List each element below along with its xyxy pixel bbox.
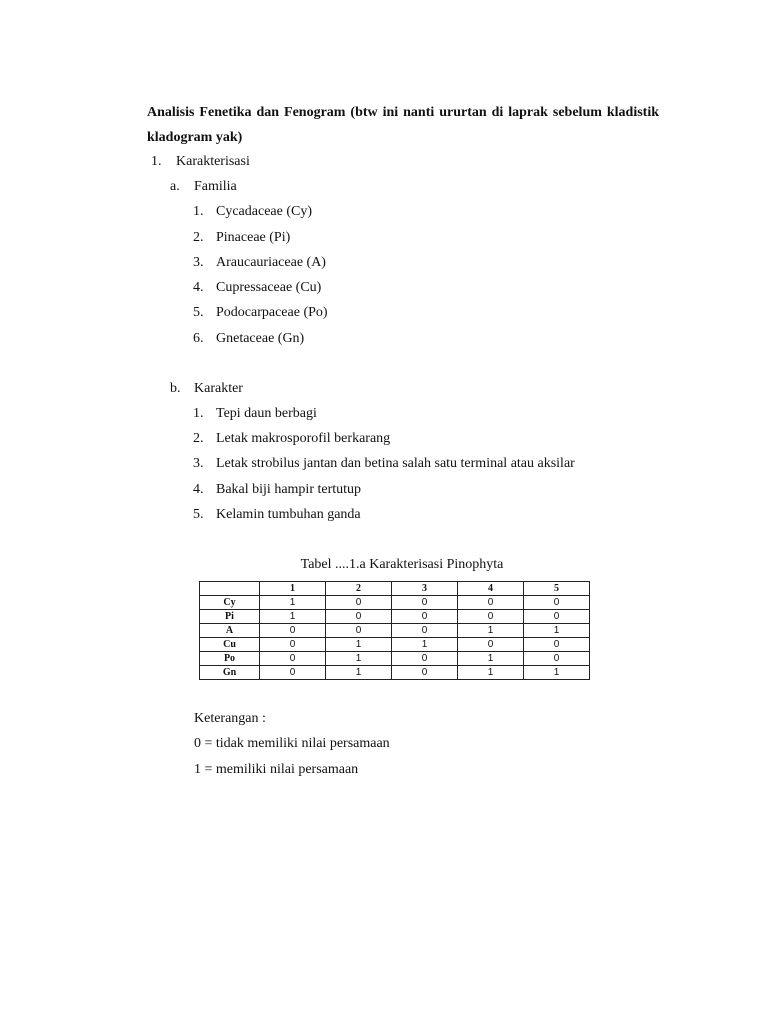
sub-b-letter: b.: [170, 381, 181, 396]
table-column-header: 1: [260, 582, 326, 596]
table-cell: 1: [260, 596, 326, 610]
table-cell: 1: [458, 666, 524, 680]
table-row-header: Gn: [200, 666, 260, 680]
karakter-item-text: Letak makrosporofil berkarang: [216, 431, 391, 446]
characterization-table: [199, 581, 590, 680]
familia-item-number: 2.: [193, 230, 204, 245]
familia-item-text: Gnetaceae (Gn): [216, 331, 305, 346]
karakter-item-number: 1.: [193, 406, 204, 421]
familia-item-text: Podocarpaceae (Po): [216, 305, 328, 320]
table-cell: 0: [392, 624, 458, 638]
karakter-item-number: 3.: [193, 456, 204, 471]
table-row: [200, 624, 590, 638]
table-column-header: 5: [524, 582, 590, 596]
karakter-item-text: Letak strobilus jantan dan betina salah satu terminal atau aksilar: [216, 456, 575, 471]
table-cell: 1: [524, 666, 590, 680]
table-header-row: [200, 582, 590, 596]
section-number: 1.: [151, 154, 162, 169]
table-cell: 1: [524, 624, 590, 638]
karakter-item-text: Bakal biji hampir tertutup: [216, 482, 362, 497]
table-row: [200, 610, 590, 624]
table-cell: 0: [392, 666, 458, 680]
familia-item-number: 6.: [193, 331, 204, 346]
familia-item-text: Cycadaceae (Cy): [216, 204, 312, 219]
sub-a-title: Familia: [194, 179, 237, 194]
table-cell: 1: [260, 610, 326, 624]
karakter-item-number: 4.: [193, 482, 204, 497]
karakter-item-text: Kelamin tumbuhan ganda: [216, 507, 361, 522]
legend-line-one: 1 = memiliki nilai persamaan: [194, 762, 359, 777]
table-cell: 0: [458, 638, 524, 652]
table-cell: 0: [326, 596, 392, 610]
table-row: [200, 652, 590, 666]
familia-item-number: 3.: [193, 255, 204, 270]
table-column-header: 4: [458, 582, 524, 596]
table-corner-cell: [200, 582, 260, 596]
legend-line-zero: 0 = tidak memiliki nilai persamaan: [194, 736, 390, 751]
table-cell: 0: [524, 610, 590, 624]
legend-title: Keterangan :: [194, 711, 266, 726]
table-row: [200, 666, 590, 680]
sub-b-title: Karakter: [194, 381, 243, 396]
page-heading: Analisis Fenetika dan Fenogram (btw ini nanti ururtan di laprak sebelum kladistik kladogram yak): [147, 105, 659, 145]
table-cell: 1: [392, 638, 458, 652]
table-row-header: Pi: [200, 610, 260, 624]
familia-item-text: Araucauriaceae (A): [216, 255, 326, 270]
table-cell: 1: [326, 638, 392, 652]
table-row: [200, 596, 590, 610]
table-cell: 0: [260, 624, 326, 638]
table-column-header: 3: [392, 582, 458, 596]
karakter-item-number: 5.: [193, 507, 204, 522]
sub-a-letter: a.: [170, 179, 180, 194]
table-cell: 0: [260, 638, 326, 652]
table-row-header: Po: [200, 652, 260, 666]
table-cell: 0: [458, 610, 524, 624]
familia-item-number: 1.: [193, 204, 204, 219]
table-row-header: A: [200, 624, 260, 638]
table-cell: 0: [524, 652, 590, 666]
table-cell: 1: [326, 666, 392, 680]
familia-item-number: 5.: [193, 305, 204, 320]
familia-item-text: Pinaceae (Pi): [216, 230, 291, 245]
table-cell: 0: [524, 638, 590, 652]
table-cell: 0: [392, 596, 458, 610]
karakter-item-text: Tepi daun berbagi: [216, 406, 317, 421]
table-cell: 1: [326, 652, 392, 666]
familia-item-number: 4.: [193, 280, 204, 295]
table-column-header: 2: [326, 582, 392, 596]
table-row-header: Cu: [200, 638, 260, 652]
table-caption: Tabel ....1.a Karakterisasi Pinophyta: [300, 557, 504, 572]
table-cell: 0: [326, 610, 392, 624]
section-title: Karakterisasi: [176, 154, 250, 169]
table-cell: 0: [524, 596, 590, 610]
table-cell: 0: [392, 610, 458, 624]
table-cell: 1: [458, 652, 524, 666]
karakter-item-number: 2.: [193, 431, 204, 446]
table-cell: 0: [392, 652, 458, 666]
table-row: [200, 638, 590, 652]
table-cell: 1: [458, 624, 524, 638]
table-cell: 0: [260, 666, 326, 680]
table-cell: 0: [260, 652, 326, 666]
familia-item-text: Cupressaceae (Cu): [216, 280, 322, 295]
table-cell: 0: [326, 624, 392, 638]
table-row-header: Cy: [200, 596, 260, 610]
table-cell: 0: [458, 596, 524, 610]
